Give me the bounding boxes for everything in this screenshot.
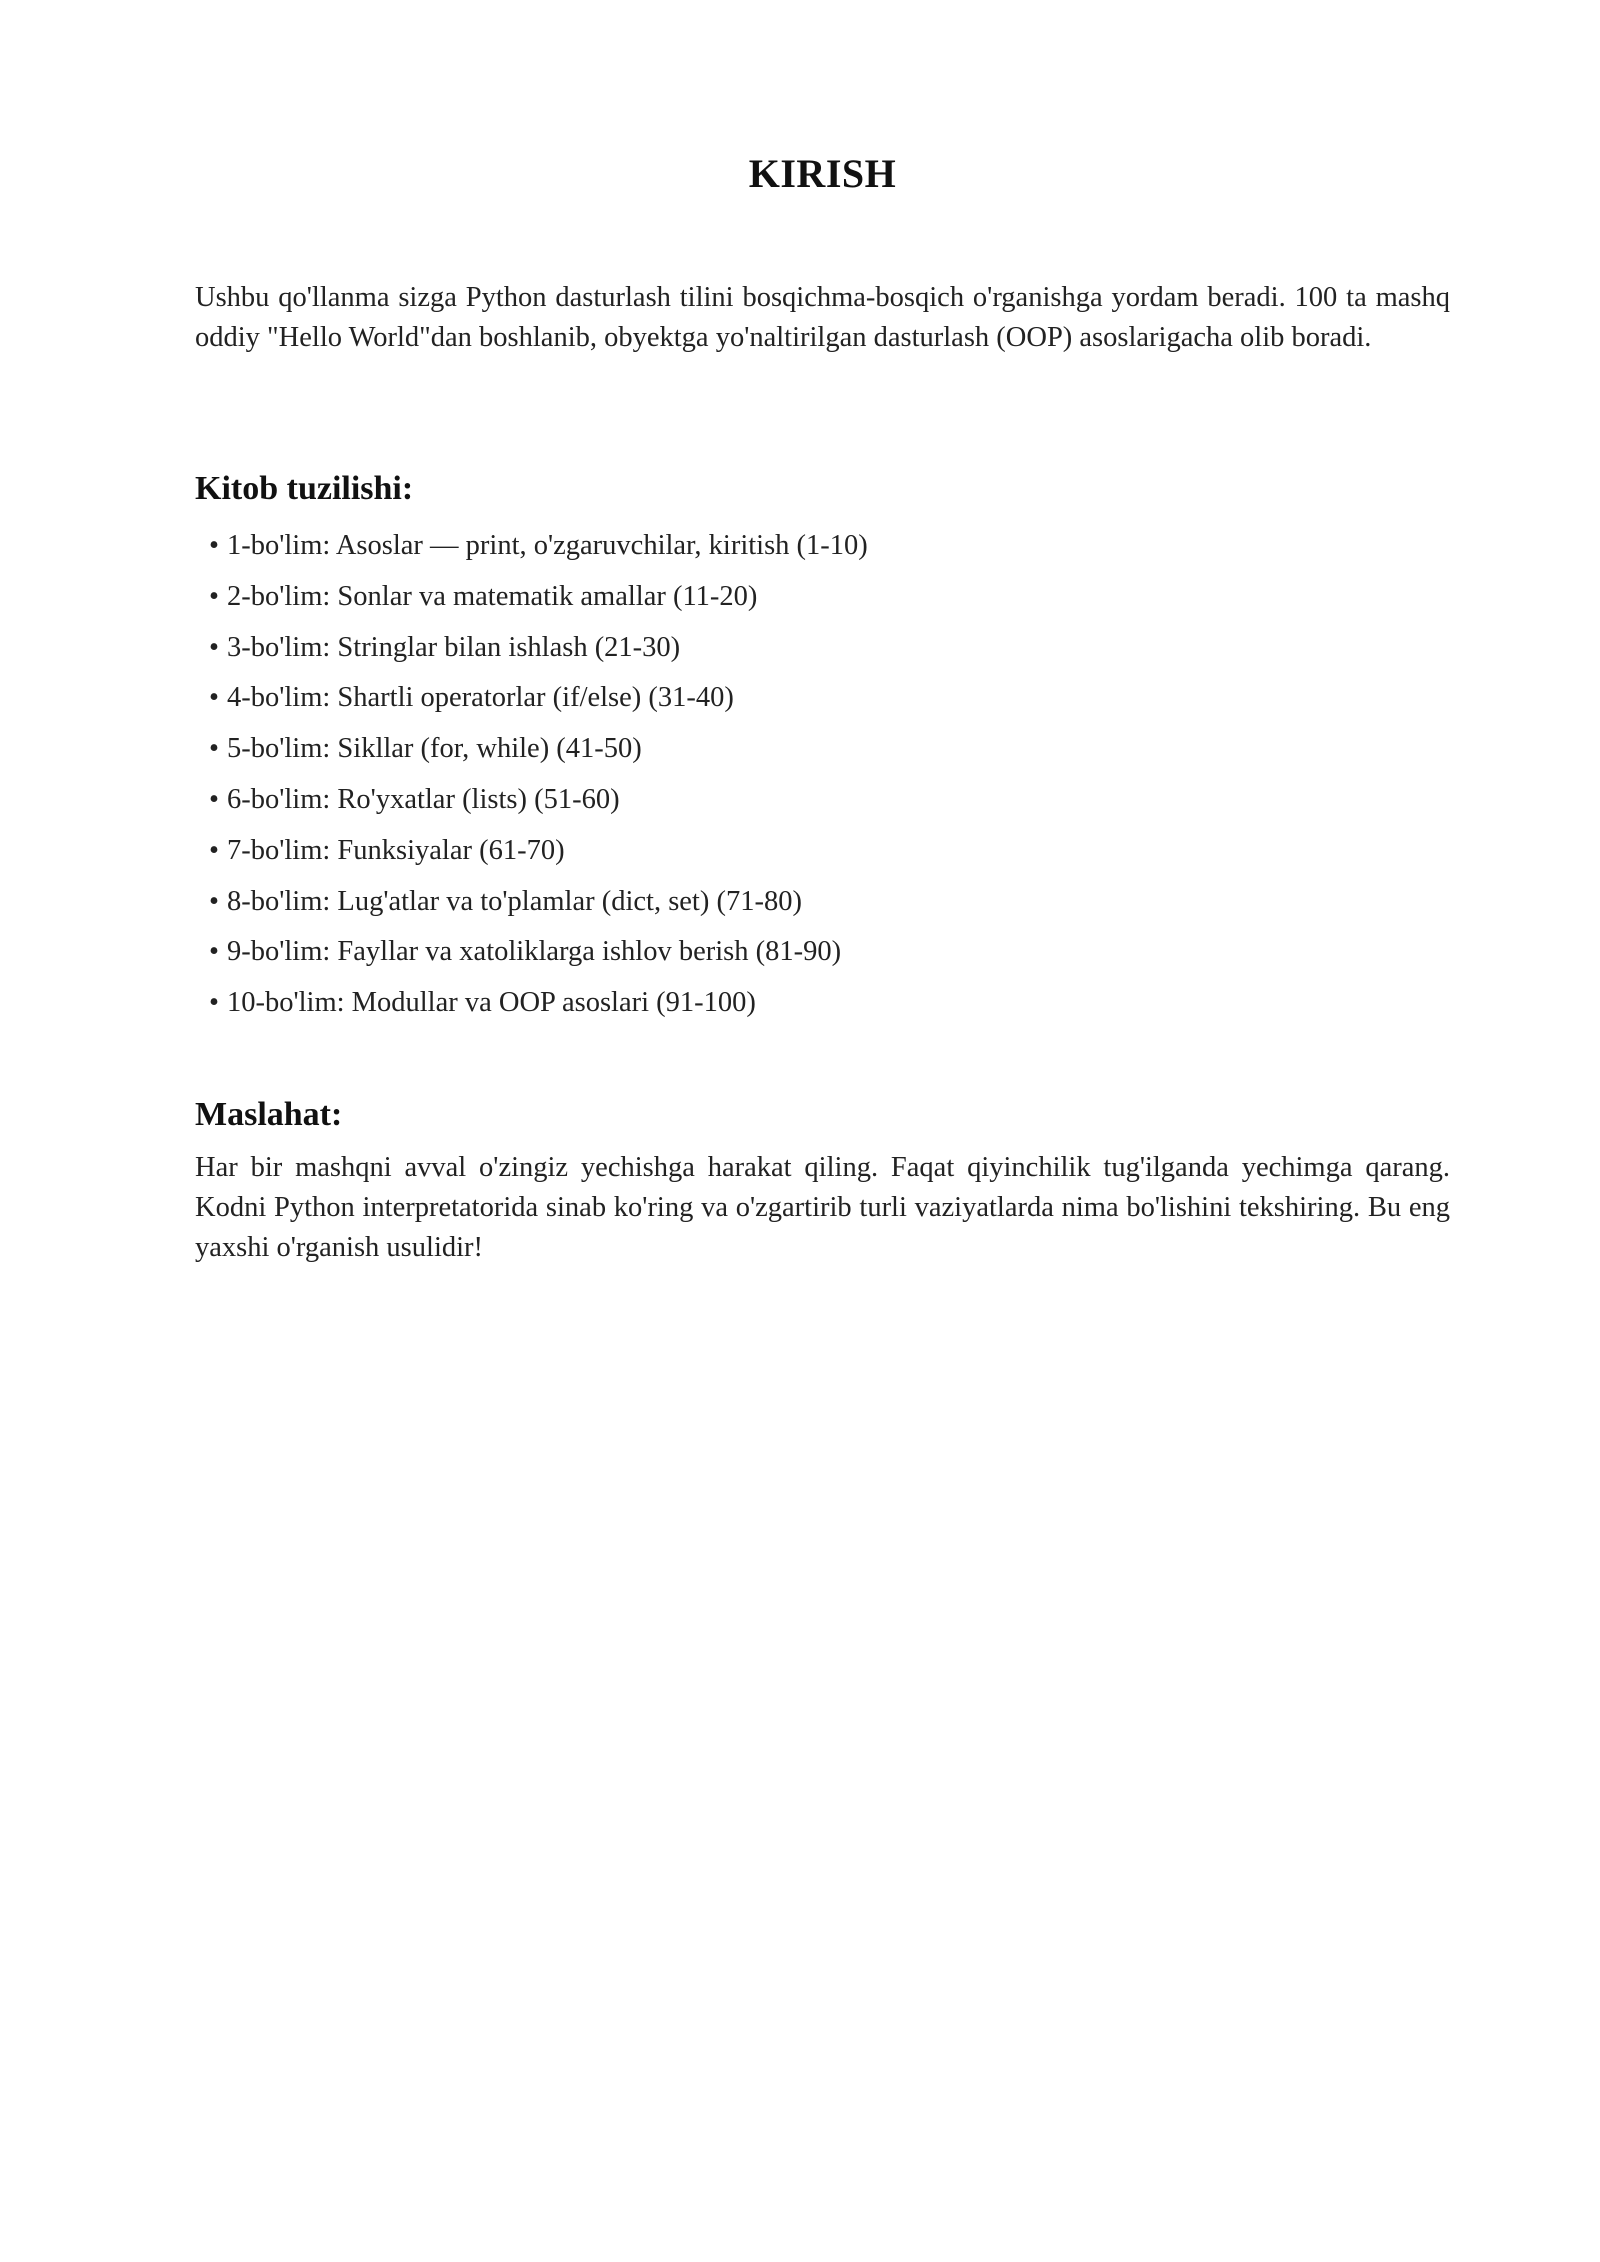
chapter-item bbox=[209, 978, 868, 1029]
bullet-icon: • bbox=[209, 885, 219, 917]
chapter-item-text: 3-bo'lim: Stringlar bilan ishlash (21-30) bbox=[227, 631, 681, 663]
chapter-item bbox=[209, 623, 868, 674]
structure-heading: Kitob tuzilishi: bbox=[195, 470, 414, 507]
chapter-item bbox=[209, 724, 868, 775]
page-title: KIRISH bbox=[748, 151, 897, 196]
chapter-item-text: 9-bo'lim: Fayllar va xatoliklarga ishlov berish (81-90) bbox=[227, 936, 842, 968]
chapter-item bbox=[209, 775, 868, 826]
bullet-icon: • bbox=[209, 530, 219, 561]
chapter-item bbox=[209, 572, 868, 623]
chapter-item-text: 10-bo'lim: Modullar va OOP asoslari (91-100) bbox=[227, 987, 756, 1019]
chapter-item-text: 5-bo'lim: Sikllar (for, while) (41-50) bbox=[227, 733, 642, 765]
tip-heading: Maslahat: bbox=[195, 1096, 343, 1133]
bullet-icon: • bbox=[209, 783, 219, 815]
bullet-icon: • bbox=[209, 834, 219, 866]
chapter-item-text: 7-bo'lim: Funksiyalar (61-70) bbox=[227, 834, 565, 866]
chapter-item bbox=[209, 927, 868, 978]
chapter-item-text: 6-bo'lim: Ro'yxatlar (lists) (51-60) bbox=[227, 783, 620, 815]
chapter-item bbox=[209, 826, 868, 877]
bullet-icon: • bbox=[209, 580, 219, 612]
bullet-icon: • bbox=[209, 733, 219, 765]
chapter-item-text: 8-bo'lim: Lug'atlar va to'plamlar (dict, set) (71-80) bbox=[227, 885, 802, 917]
tip-paragraph: Har bir mashqni avval o'zingiz yechishga harakat qiling. Faqat qiyinchilik tug'ilganda yechimga qarang. Kodni Python interpretatorida sinab ko'ring va o'zgartirib turli vaziyatlarda nima bo'lishini tekshiring. Bu eng yaxshi o'rganish usulidir! bbox=[195, 1152, 1450, 1263]
chapter-item-text: 1-bo'lim: Asoslar — print, o'zgaruvchilar, kiritish (1-10) bbox=[227, 530, 868, 561]
bullet-icon: • bbox=[209, 631, 219, 663]
intro-paragraph: Ushbu qo'llanma sizga Python dasturlash tilini bosqichma-bosqich o'rganishga yordam beradi. 100 ta mashq oddiy "Hello World"dan boshlanib, obyektga yo'naltirilgan dasturlash (OOP) asoslarigacha olib boradi. bbox=[195, 282, 1450, 353]
chapter-item-text: 4-bo'lim: Shartli operatorlar (if/else) (31-40) bbox=[227, 682, 734, 714]
chapter-list bbox=[209, 521, 868, 1029]
bullet-icon: • bbox=[209, 936, 219, 968]
chapter-item bbox=[209, 673, 868, 724]
bullet-icon: • bbox=[209, 682, 219, 714]
chapter-item bbox=[209, 877, 868, 928]
chapter-item-text: 2-bo'lim: Sonlar va matematik amallar (11-20) bbox=[227, 580, 758, 612]
bullet-icon: • bbox=[209, 987, 219, 1019]
chapter-item bbox=[209, 521, 868, 572]
